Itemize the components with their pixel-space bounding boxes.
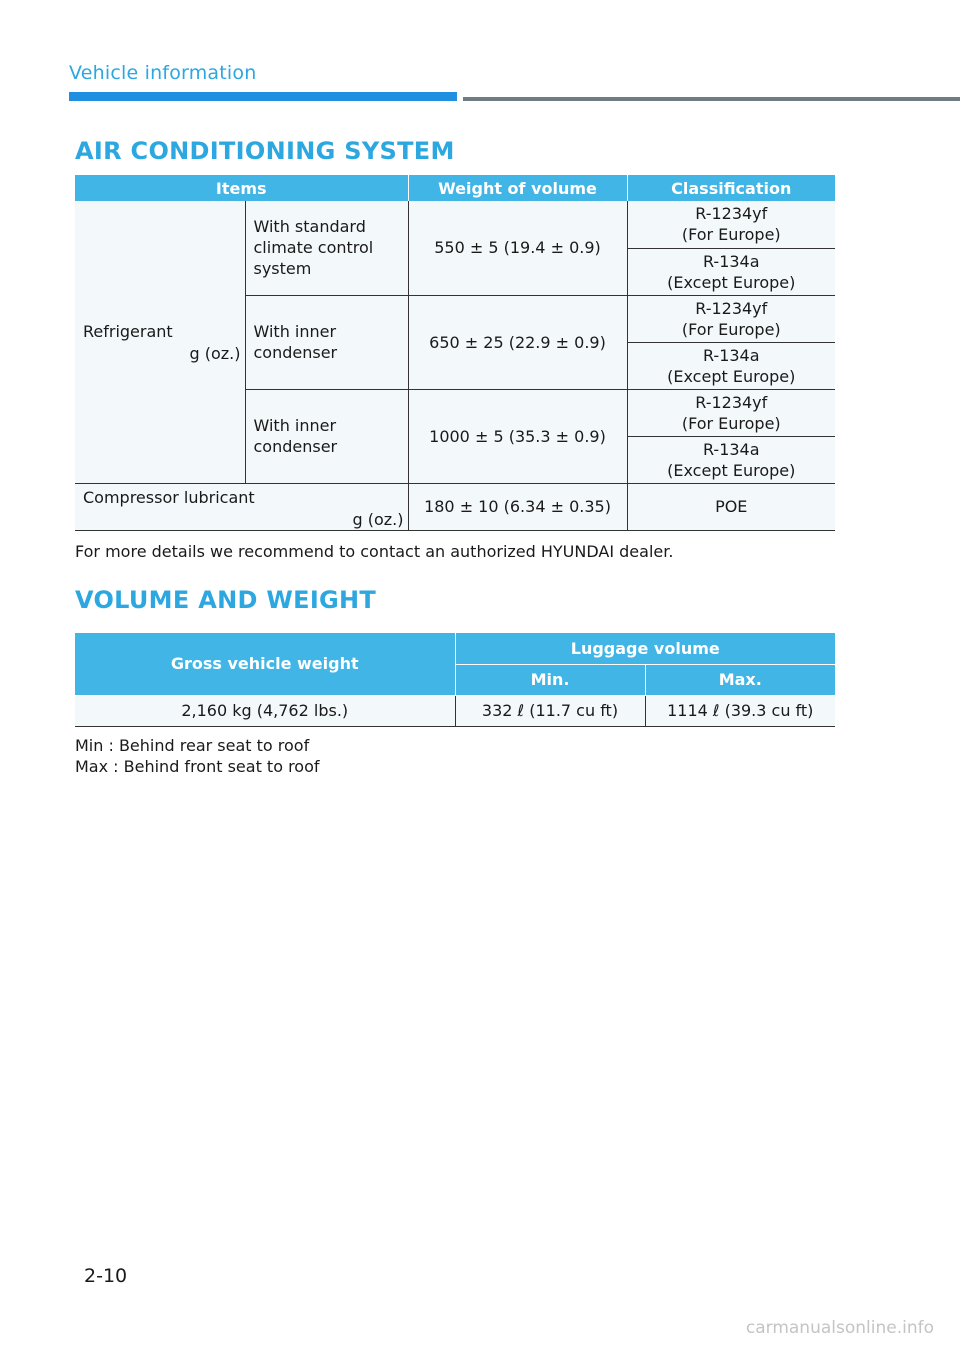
- page-number: 2-10: [84, 1265, 128, 1287]
- compressor-cell: [75, 483, 408, 530]
- classification-cell: [627, 295, 835, 342]
- classification-type: R-134a: [702, 251, 760, 271]
- ac-spec-table: [75, 175, 835, 531]
- variant-standard-climate: With standard climate control system: [245, 201, 408, 295]
- ac-dealer-note: For more details we recommend to contact an authorized HYUNDAI dealer.: [75, 542, 674, 561]
- variant-inner-condenser: With inner condenser: [245, 295, 408, 389]
- classification-region: (For Europe): [681, 413, 781, 433]
- header-luggage-volume: Luggage volume: [455, 633, 835, 664]
- classification-region: (For Europe): [681, 319, 781, 339]
- variant-inner-condenser: With inner condenser: [245, 389, 408, 483]
- header-min: Min.: [455, 664, 645, 695]
- luggage-notes: [75, 735, 320, 777]
- luggage-note-max: Max : Behind front seat to roof: [75, 757, 320, 776]
- refrigerant-label: Refrigerant: [83, 322, 173, 341]
- refrigerant-cell: [75, 201, 245, 483]
- header-rule-blue: [69, 92, 457, 101]
- compressor-unit: g (oz.): [352, 509, 404, 529]
- classification-region: (Except Europe): [667, 460, 796, 480]
- refrigerant-amount: 550 ± 5 (19.4 ± 0.9): [408, 201, 627, 295]
- compressor-classification: POE: [627, 483, 835, 530]
- luggage-min-value: 332 ℓ (11.7 cu ft): [455, 695, 645, 726]
- header-max: Max.: [645, 664, 835, 695]
- luggage-max-value: 1114 ℓ (39.3 cu ft): [645, 695, 835, 726]
- classification-type: R-134a: [702, 439, 760, 459]
- ac-section-title: AIR CONDITIONING SYSTEM: [75, 137, 455, 165]
- classification-region: (Except Europe): [667, 366, 796, 386]
- classification-cell: [627, 201, 835, 248]
- classification-cell: [627, 248, 835, 295]
- header-rule-gray: [463, 97, 960, 101]
- vw-section-title: VOLUME AND WEIGHT: [75, 586, 377, 614]
- classification-type: R-134a: [702, 345, 760, 365]
- header-items: Items: [75, 175, 408, 201]
- luggage-note-min: Min : Behind rear seat to roof: [75, 736, 310, 755]
- classification-cell: [627, 389, 835, 436]
- volume-weight-table: [75, 633, 835, 727]
- header-classification: Classification: [627, 175, 835, 201]
- compressor-label: Compressor lubricant: [83, 487, 255, 507]
- refrigerant-unit: g (oz.): [189, 344, 241, 363]
- header-weight-of-volume: Weight of volume: [408, 175, 627, 201]
- header-gross-vehicle-weight: Gross vehicle weight: [75, 633, 455, 695]
- classification-type: R-1234yf: [695, 392, 768, 412]
- section-header-title: Vehicle information: [69, 62, 257, 84]
- gross-weight-value: 2,160 kg (4,762 lbs.): [75, 695, 455, 726]
- classification-type: R-1234yf: [695, 204, 768, 224]
- classification-type: R-1234yf: [695, 298, 768, 318]
- classification-region: (Except Europe): [667, 272, 796, 292]
- classification-cell: [627, 342, 835, 389]
- refrigerant-amount: 650 ± 25 (22.9 ± 0.9): [408, 295, 627, 389]
- classification-cell: [627, 436, 835, 483]
- refrigerant-amount: 1000 ± 5 (35.3 ± 0.9): [408, 389, 627, 483]
- watermark-link[interactable]: carmanualsonline.info: [745, 1318, 934, 1338]
- compressor-amount: 180 ± 10 (6.34 ± 0.35): [408, 483, 627, 530]
- classification-region: (For Europe): [681, 225, 781, 245]
